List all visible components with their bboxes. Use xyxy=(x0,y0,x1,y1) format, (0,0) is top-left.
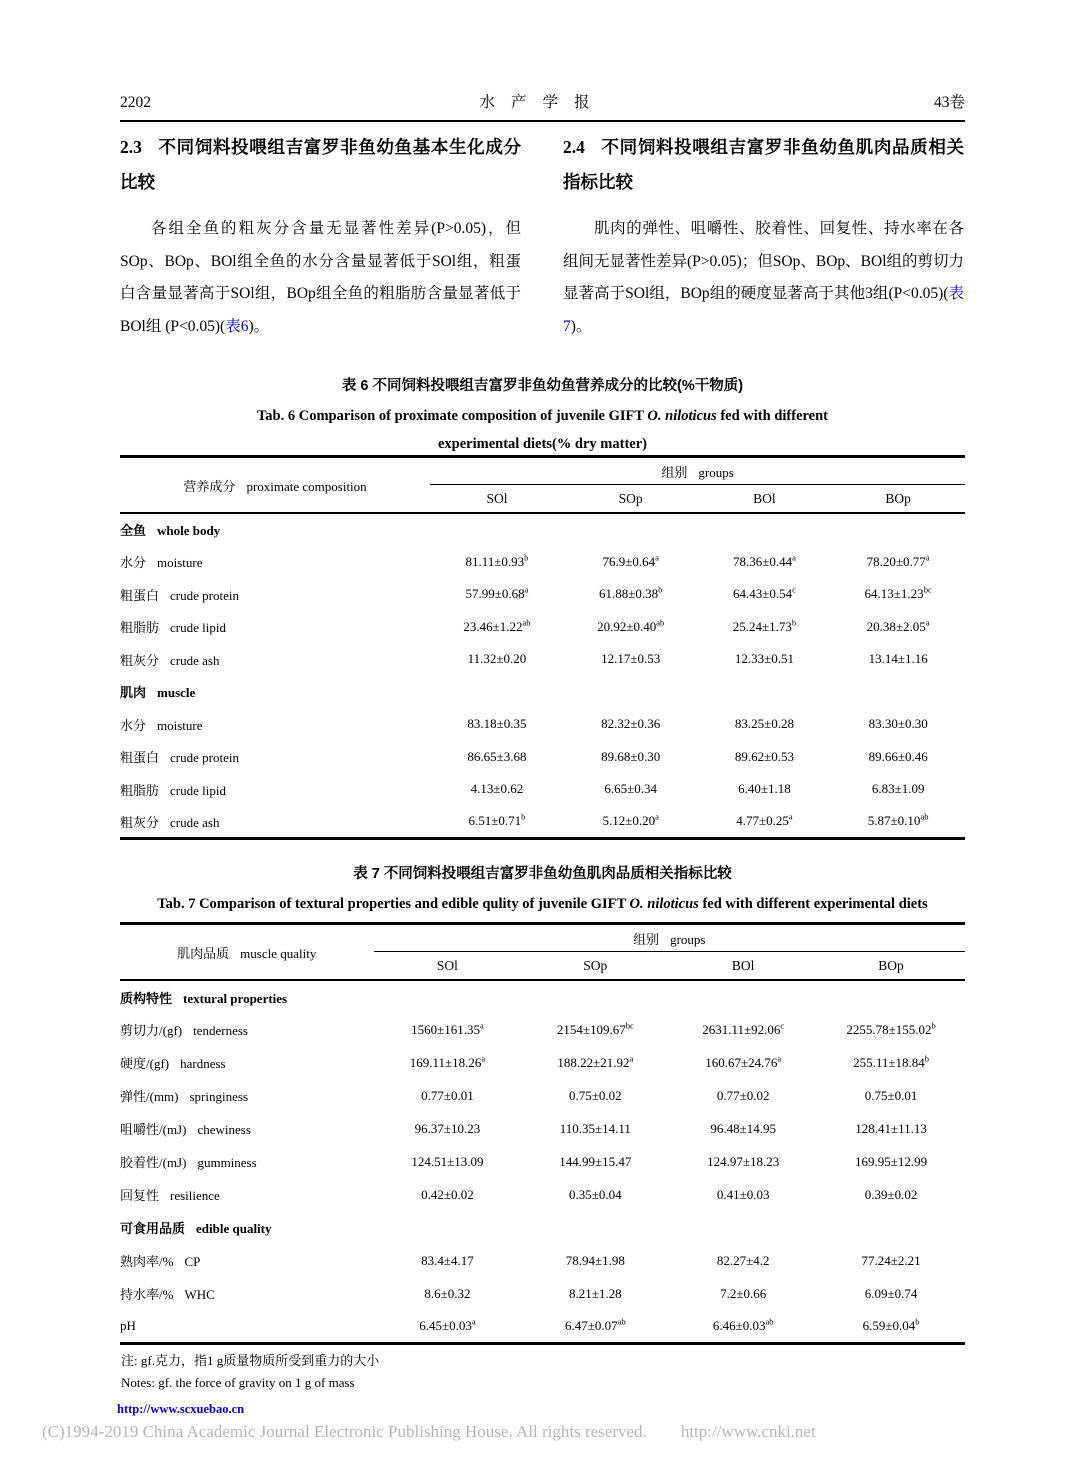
significance-superscript: a xyxy=(479,1020,484,1031)
label-en: hardness xyxy=(180,1056,226,1071)
label-en: resilience xyxy=(170,1188,220,1203)
significance-superscript: a xyxy=(925,617,930,628)
column-header-cell: BOp xyxy=(817,952,965,981)
note-zh: 注: gf.克力，指1 g质量物质所受到重力的大小 xyxy=(121,1353,380,1368)
species-name: O. niloticus xyxy=(629,896,699,912)
label-en: textural properties xyxy=(183,990,288,1006)
value-cell: 2631.11±92.06$^c$ xyxy=(702,1020,785,1037)
row-label-cell xyxy=(120,578,430,611)
row-label-cell xyxy=(120,676,430,709)
significance-superscript: a xyxy=(925,552,930,563)
column-header-cell: BOl xyxy=(669,952,817,981)
row-label-cell xyxy=(120,1244,374,1277)
value-cell: 12.33±0.51 xyxy=(734,651,794,667)
value-cell: 110.35±14.11 xyxy=(559,1120,631,1136)
significance-superscript: ab xyxy=(617,1316,626,1327)
value-cell xyxy=(521,1211,669,1244)
value-cell: 6.46±0.03$^{ab}$ xyxy=(712,1316,774,1333)
label-zh: 营养成分 xyxy=(183,478,236,494)
value-cell: 5.12±0.20$^a$ xyxy=(602,811,659,828)
value-cell: 6.51±0.71$^b$ xyxy=(468,811,526,828)
label-zh: 肌肉品质 xyxy=(177,945,230,961)
value-cell: 7.2±0.66 xyxy=(720,1285,767,1301)
copyright-text: (C)1994-2019 China Academic Journal Electronic Publishing House. All rights reserved. xyxy=(42,1422,647,1441)
table-row xyxy=(120,773,965,806)
row-label-cell xyxy=(120,1145,374,1178)
table-row xyxy=(120,1112,965,1145)
value-cell: 82.32±0.36 xyxy=(601,716,661,732)
value-cell: 25.24±1.73$^b$ xyxy=(732,617,797,634)
value-cell: 2154±109.67$^{bc}$ xyxy=(556,1020,634,1037)
significance-superscript: bc xyxy=(923,584,932,595)
label-en: CP xyxy=(184,1254,201,1269)
value-cell xyxy=(669,1211,817,1244)
value-cell: 0.42±0.02 xyxy=(421,1186,474,1202)
table6-caption-en xyxy=(120,402,965,458)
row-label-cell xyxy=(120,741,430,774)
value-cell: 4.13±0.62 xyxy=(470,781,524,797)
value-cell: 255.11±18.84$^b$ xyxy=(853,1053,930,1070)
value-cell: 96.37±10.23 xyxy=(414,1120,481,1136)
row-label-cell xyxy=(120,1046,374,1079)
paragraph-text: )。 xyxy=(248,317,270,335)
value-cell: 8.21±1.28 xyxy=(568,1285,622,1301)
value-cell xyxy=(374,980,522,1013)
value-cell: 0.41±0.03 xyxy=(716,1186,770,1202)
label-zh: 水分 xyxy=(120,717,147,733)
table-row xyxy=(120,1277,965,1310)
copyright-line xyxy=(42,1422,816,1442)
label-zh: 全鱼 xyxy=(120,523,147,539)
table-row xyxy=(120,611,965,644)
table-row xyxy=(120,1079,965,1112)
value-cell: 23.46±1.22$^{ab}$ xyxy=(463,617,531,634)
table-row xyxy=(120,1145,965,1178)
significance-superscript: a xyxy=(481,1053,486,1064)
table-row xyxy=(120,1178,965,1211)
value-cell: 0.75±0.01 xyxy=(864,1087,918,1103)
significance-superscript: b xyxy=(521,811,526,822)
body-columns xyxy=(120,130,965,343)
label-zh: 硬度/(gf) xyxy=(120,1056,170,1071)
value-cell xyxy=(430,676,564,709)
table7-caption-zh: 表 7 不同饲料投喂组吉富罗非鱼幼鱼肌肉品质相关指标比较 xyxy=(353,866,732,882)
section-2-4-paragraph xyxy=(563,213,964,343)
significance-superscript: a xyxy=(471,1316,476,1327)
section-title-text: 不同饲料投喂组吉富罗非鱼幼鱼肌肉品质相关指标比较 xyxy=(563,137,964,192)
label-zh: 粗蛋白 xyxy=(120,750,160,766)
column-header-cell: BOp xyxy=(831,485,965,514)
section-number: 2.3 xyxy=(120,137,142,157)
significance-superscript: a xyxy=(792,552,796,563)
running-head xyxy=(120,90,965,122)
page-number: 2202 xyxy=(120,94,151,111)
value-cell: 169.11±18.26$^a$ xyxy=(409,1053,486,1070)
label-en: crude lipid xyxy=(170,620,226,636)
section-2-3-paragraph xyxy=(120,213,521,343)
value-cell: 169.95±12.99 xyxy=(854,1153,928,1169)
label-en: gumminess xyxy=(197,1155,257,1170)
label-zh: 粗灰分 xyxy=(120,814,160,830)
value-cell: 61.88±0.38$^b$ xyxy=(598,584,663,602)
row-label-cell xyxy=(120,1013,374,1046)
row-label-cell xyxy=(120,1211,374,1244)
paragraph-text: 肌肉的弹性、咀嚼性、胶着性、回复性、持水率在各组间无显著性差异(P>0.05)；但SOp、BOp、BOl组的剪切力显著高于SOl组，BOp组的硬度显著高于其他3组(P<0.05)( xyxy=(563,220,964,302)
label-zh: 肌肉 xyxy=(120,685,147,701)
table-row xyxy=(120,708,965,741)
label-zh: 剪切力/(gf) xyxy=(120,1023,183,1038)
value-cell: 57.99±0.68$^a$ xyxy=(465,584,529,602)
value-cell xyxy=(564,676,698,709)
significance-superscript: a xyxy=(777,1053,782,1064)
row-label-cell xyxy=(120,546,430,579)
value-cell: 13.14±1.16 xyxy=(868,651,928,667)
table-row xyxy=(120,643,965,676)
column-header-cell: SOl xyxy=(430,485,564,514)
label-en: tenderness xyxy=(193,1023,248,1038)
label-zh: 组别 xyxy=(633,931,660,947)
value-cell: 89.68±0.30 xyxy=(601,748,661,764)
right-column xyxy=(563,130,964,343)
journal-title: 水产学报 xyxy=(479,94,606,111)
section-title-text: 不同饲料投喂组吉富罗非鱼幼鱼基本生化成分比较 xyxy=(120,137,521,192)
label-en: springiness xyxy=(189,1089,248,1104)
header-label-cell xyxy=(120,457,430,514)
column-header-cell: SOp xyxy=(521,952,669,981)
significance-superscript: a xyxy=(655,811,659,822)
value-cell: 78.36±0.44$^a$ xyxy=(732,552,796,569)
table-row xyxy=(120,1244,965,1277)
significance-superscript: b xyxy=(791,617,797,628)
value-cell: 5.87±0.10$^{ab}$ xyxy=(867,811,929,828)
significance-superscript: c xyxy=(792,584,796,595)
significance-superscript: b xyxy=(931,1020,936,1031)
significance-superscript: c xyxy=(780,1020,785,1031)
value-cell: 76.9±0.64$^a$ xyxy=(602,552,659,569)
value-cell xyxy=(430,513,564,546)
label-zh: 粗脂肪 xyxy=(120,620,160,636)
caption-text: Tab. 6 Comparison of proximate composition of juvenile GIFT xyxy=(256,408,648,424)
value-cell: 188.22±21.92$^a$ xyxy=(557,1053,634,1070)
label-en: groups xyxy=(670,931,706,947)
value-cell xyxy=(698,676,832,709)
row-label-cell xyxy=(120,513,430,546)
label-zh: 组别 xyxy=(661,464,688,480)
table-row xyxy=(120,1046,965,1079)
label-zh: 粗灰分 xyxy=(120,652,160,668)
category-row xyxy=(120,513,965,546)
significance-superscript: a xyxy=(788,811,793,822)
row-label-cell xyxy=(120,708,430,741)
row-label-cell xyxy=(120,980,374,1013)
column-header-cell: SOl xyxy=(374,952,522,981)
label-en: whole body xyxy=(157,523,221,539)
t7-grid xyxy=(120,922,965,1345)
note-en: Notes: gf. the force of gravity on 1 g of mass xyxy=(121,1375,355,1390)
value-cell: 6.40±1.18 xyxy=(738,781,791,797)
label-en: proximate composition xyxy=(246,478,367,494)
value-cell xyxy=(817,1211,965,1244)
label-zh: 回复性 xyxy=(120,1188,160,1203)
significance-superscript: b xyxy=(524,552,529,563)
value-cell: 124.51±13.09 xyxy=(411,1153,484,1169)
significance-superscript: ab xyxy=(920,811,929,822)
section-2-4-title xyxy=(563,130,964,200)
group-header-cell xyxy=(374,924,966,952)
row-label-cell xyxy=(120,643,430,676)
value-cell: 83.4±4.17 xyxy=(421,1252,474,1268)
label-en: crude lipid xyxy=(170,782,226,798)
table7-caption-en xyxy=(120,890,965,918)
label-en: crude protein xyxy=(170,750,239,766)
table6-ref-link[interactable]: 表6 xyxy=(225,317,249,335)
label-zh: 熟肉率/% xyxy=(120,1254,174,1269)
label-en: crude protein xyxy=(170,587,239,603)
table-row xyxy=(120,741,965,774)
label-zh: 持水率/% xyxy=(120,1287,174,1302)
label-en: edible quality xyxy=(196,1221,272,1236)
value-cell: 124.97±18.23 xyxy=(707,1153,780,1169)
value-cell xyxy=(831,676,965,709)
value-cell: 0.75±0.02 xyxy=(568,1087,622,1103)
table7-ref-link[interactable]: 表7 xyxy=(563,285,964,335)
value-cell: 6.09±0.74 xyxy=(864,1285,918,1301)
value-cell: 64.43±0.54$^c$ xyxy=(732,584,796,602)
value-cell: 86.65±3.68 xyxy=(467,748,527,764)
significance-superscript: a xyxy=(524,584,529,595)
significance-superscript: b xyxy=(658,584,663,595)
label-zh: pH xyxy=(120,1317,136,1333)
table-notes xyxy=(121,1350,966,1394)
value-cell: 83.25±0.28 xyxy=(734,716,794,732)
category-row xyxy=(120,980,965,1013)
value-cell xyxy=(521,980,669,1013)
caption-text: fed with different experimental diets(% dry matter) xyxy=(438,408,829,452)
significance-superscript: b xyxy=(924,1053,930,1064)
category-row xyxy=(120,1211,965,1244)
cnki-link[interactable]: http://www.cnki.net xyxy=(680,1422,816,1441)
group-header-cell xyxy=(430,457,965,485)
value-cell: 89.66±0.46 xyxy=(868,748,928,764)
category-row xyxy=(120,676,965,709)
row-label-cell xyxy=(120,806,430,839)
value-cell: 20.38±2.05$^a$ xyxy=(866,617,930,634)
value-cell xyxy=(817,980,965,1013)
significance-superscript: b xyxy=(915,1316,920,1327)
caption-text: Tab. 7 Comparison of textural properties and edible qulity of juvenile GIFT xyxy=(157,896,630,912)
volume-number: 43卷 xyxy=(933,94,965,111)
value-cell: 89.62±0.53 xyxy=(734,748,794,764)
value-cell: 78.94±1.98 xyxy=(565,1252,625,1268)
value-cell xyxy=(564,513,698,546)
column-header-cell: SOp xyxy=(564,485,698,514)
label-zh: 粗脂肪 xyxy=(120,782,160,798)
table-row xyxy=(120,1310,965,1343)
table6-caption-zh: 表 6 不同饲料投喂组吉富罗非鱼幼鱼营养成分的比较(%干物质) xyxy=(341,378,744,394)
label-zh: 水分 xyxy=(120,555,147,571)
label-en: muscle quality xyxy=(240,945,317,961)
section-2-3-title xyxy=(120,130,521,200)
value-cell: 64.13±1.23$^{bc}$ xyxy=(864,584,932,602)
significance-superscript: ab xyxy=(522,617,531,628)
t6-grid xyxy=(120,455,965,840)
row-label-cell xyxy=(120,611,430,644)
value-cell xyxy=(374,1211,522,1244)
label-en: crude ash xyxy=(170,652,220,668)
table-row xyxy=(120,1013,965,1046)
row-label-cell xyxy=(120,1277,374,1310)
value-cell: 96.48±14.95 xyxy=(710,1120,776,1136)
value-cell: 1560±161.35$^a$ xyxy=(411,1020,484,1037)
section-number: 2.4 xyxy=(563,137,585,157)
significance-superscript: bc xyxy=(625,1020,634,1031)
row-label-cell xyxy=(120,773,430,806)
value-cell: 82.27±4.2 xyxy=(716,1252,770,1268)
label-en: crude ash xyxy=(170,814,220,830)
label-en: moisture xyxy=(157,555,203,571)
table-7 xyxy=(120,922,965,1345)
value-cell: 2255.78±155.02$^b$ xyxy=(846,1020,936,1037)
significance-superscript: a xyxy=(629,1053,634,1064)
value-cell xyxy=(669,980,817,1013)
label-en: muscle xyxy=(157,685,196,701)
value-cell xyxy=(698,513,832,546)
value-cell: 83.30±0.30 xyxy=(868,716,928,732)
value-cell: 8.6±0.32 xyxy=(424,1285,471,1301)
value-cell: 128.41±11.13 xyxy=(855,1120,927,1136)
table-row xyxy=(120,578,965,611)
value-cell: 6.47±0.07$^{ab}$ xyxy=(564,1316,626,1333)
significance-superscript: ab xyxy=(765,1316,774,1327)
label-zh: 可食用品质 xyxy=(120,1221,186,1236)
left-column xyxy=(120,130,521,343)
row-label-cell xyxy=(120,1178,374,1211)
label-en: moisture xyxy=(157,717,203,733)
label-en: chewiness xyxy=(197,1122,251,1137)
value-cell: 83.18±0.35 xyxy=(467,716,527,732)
label-en: groups xyxy=(698,464,734,480)
row-label-cell xyxy=(120,1310,374,1343)
value-cell: 20.92±0.40$^{ab}$ xyxy=(597,617,665,634)
value-cell: 0.35±0.04 xyxy=(568,1186,622,1202)
value-cell: 78.20±0.77$^a$ xyxy=(866,552,930,569)
header-label-cell xyxy=(120,924,374,981)
value-cell: 6.59±0.04$^b$ xyxy=(862,1316,920,1333)
value-cell: 77.24±2.21 xyxy=(861,1252,921,1268)
table-6 xyxy=(120,455,965,840)
value-cell: 0.39±0.02 xyxy=(864,1186,918,1202)
significance-superscript: a xyxy=(655,552,659,563)
scxuebao-link[interactable]: http://www.scxuebao.cn xyxy=(117,1402,245,1416)
value-cell: 4.77±0.25$^a$ xyxy=(736,811,793,828)
value-cell: 160.67±24.76$^a$ xyxy=(705,1053,782,1070)
value-cell: 12.17±0.53 xyxy=(601,651,661,667)
value-cell: 144.99±15.47 xyxy=(559,1153,632,1169)
caption-text: fed with different experimental diets xyxy=(698,896,928,912)
column-header-cell: BOl xyxy=(698,485,832,514)
row-label-cell xyxy=(120,1112,374,1145)
label-zh: 咀嚼性/(mJ) xyxy=(120,1122,187,1137)
value-cell xyxy=(831,513,965,546)
table-row xyxy=(120,546,965,579)
label-zh: 弹性/(mm) xyxy=(120,1089,179,1104)
paragraph-text: )。 xyxy=(570,317,592,335)
value-cell: 81.11±0.93$^b$ xyxy=(465,552,529,569)
value-cell: 11.32±0.20 xyxy=(467,651,527,667)
significance-superscript: ab xyxy=(656,617,665,628)
label-en: WHC xyxy=(184,1287,215,1302)
value-cell: 6.83±1.09 xyxy=(871,781,925,797)
value-cell: 6.65±0.34 xyxy=(604,781,657,797)
paragraph-text: 各组全鱼的粗灰分含量无显著性差异(P>0.05)，但SOp、BOp、BOl组全鱼的水分含量显著低于SOl组，粗蛋白含量显著高于SOl组，BOp组全鱼的粗脂肪含量显著低于BOl组 (P<0.05)( xyxy=(120,220,521,335)
row-label-cell xyxy=(120,1079,374,1112)
value-cell: 6.45±0.03$^a$ xyxy=(419,1316,476,1333)
label-zh: 胶着性/(mJ) xyxy=(120,1155,187,1170)
label-zh: 质构特性 xyxy=(120,990,173,1006)
table-row xyxy=(120,806,965,839)
value-cell: 0.77±0.02 xyxy=(716,1087,770,1103)
species-name: O. niloticus xyxy=(647,408,717,424)
value-cell: 0.77±0.01 xyxy=(421,1087,474,1103)
label-zh: 粗蛋白 xyxy=(120,587,160,603)
